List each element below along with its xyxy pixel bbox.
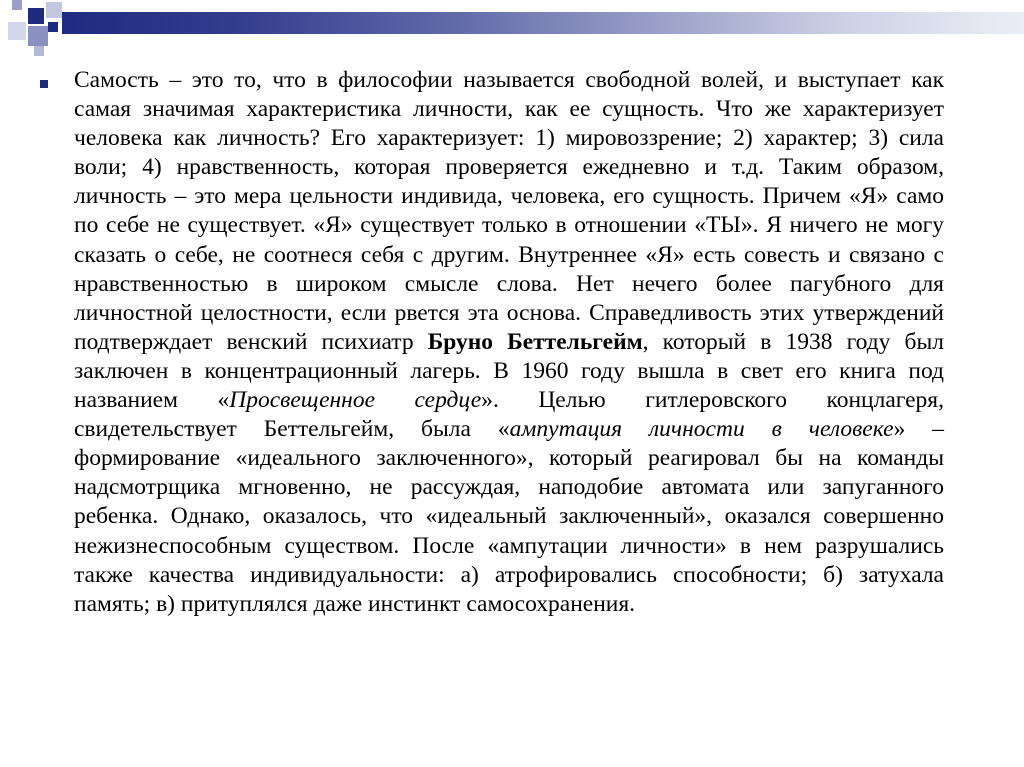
- square-bullet-icon: [40, 80, 48, 88]
- decor-square: [28, 26, 48, 46]
- book-title: Просвещенное сердце: [229, 387, 482, 414]
- emphasis-phrase: ампутация личности в человеке: [509, 416, 894, 443]
- bullet-item: [40, 66, 944, 619]
- decor-square: [8, 22, 26, 40]
- author-name: Бруно Беттельгейм: [427, 328, 643, 355]
- decor-square: [12, 0, 22, 10]
- header-gradient-bar: [62, 12, 1024, 34]
- text-segment: Самость – это то, что в философии называется свободной волей, и выступает как самая значимая характеристика личности, как ее сущность. Что же характеризует человека как личность? Его характеризует: 1) мировоззрение; 2) характер; 3) сила воли; 4) нравственность, которая проверяется ежедневно и т.д. Таким образом, личность – это мера цельности индивида, человека, его сущность. Причем «Я» само по себе не существует. «Я» существует только в отношении «ТЫ». Я ничего не могу сказать о себе, не соотнеся себя с другим. Внутреннее «Я» есть совесть и связано с нравственностью в широком смысле слова. Нет нечего более пагубного для личностной целостности, если рвется эта основа. Справедливость этих утверждений подтверждает венский психиатр: [74, 67, 944, 355]
- paragraph-text: [74, 66, 944, 619]
- slide-content: [40, 66, 944, 619]
- decor-square: [48, 22, 58, 32]
- text-segment: ». Целью гитлеровского концлагеря, свидетельствует Беттельгейм, была «: [74, 387, 944, 443]
- text-segment: , который в 1938 году был заключен в концентрационный лагерь. В 1960 году вышла в свет его книга под названием «: [74, 328, 944, 414]
- decor-square: [28, 8, 44, 24]
- header-decoration: [0, 0, 1024, 60]
- decor-square: [34, 46, 44, 56]
- decor-square: [46, 2, 62, 18]
- text-segment: » – формирование «идеального заключенного», который реагировал бы на команды надсмотрщика мгновенно, не рассуждая, наподобие автомата или запуганного ребенка. Однако, оказалось, что «идеальный заключенный», оказался совершенно нежизнеспособным существом. После «ампутации личности» в нем разрушались также качества индивидуальности: а) атрофировались способности; б) затухала память; в) притуплялся даже инстинкт самосохранения.: [74, 416, 945, 617]
